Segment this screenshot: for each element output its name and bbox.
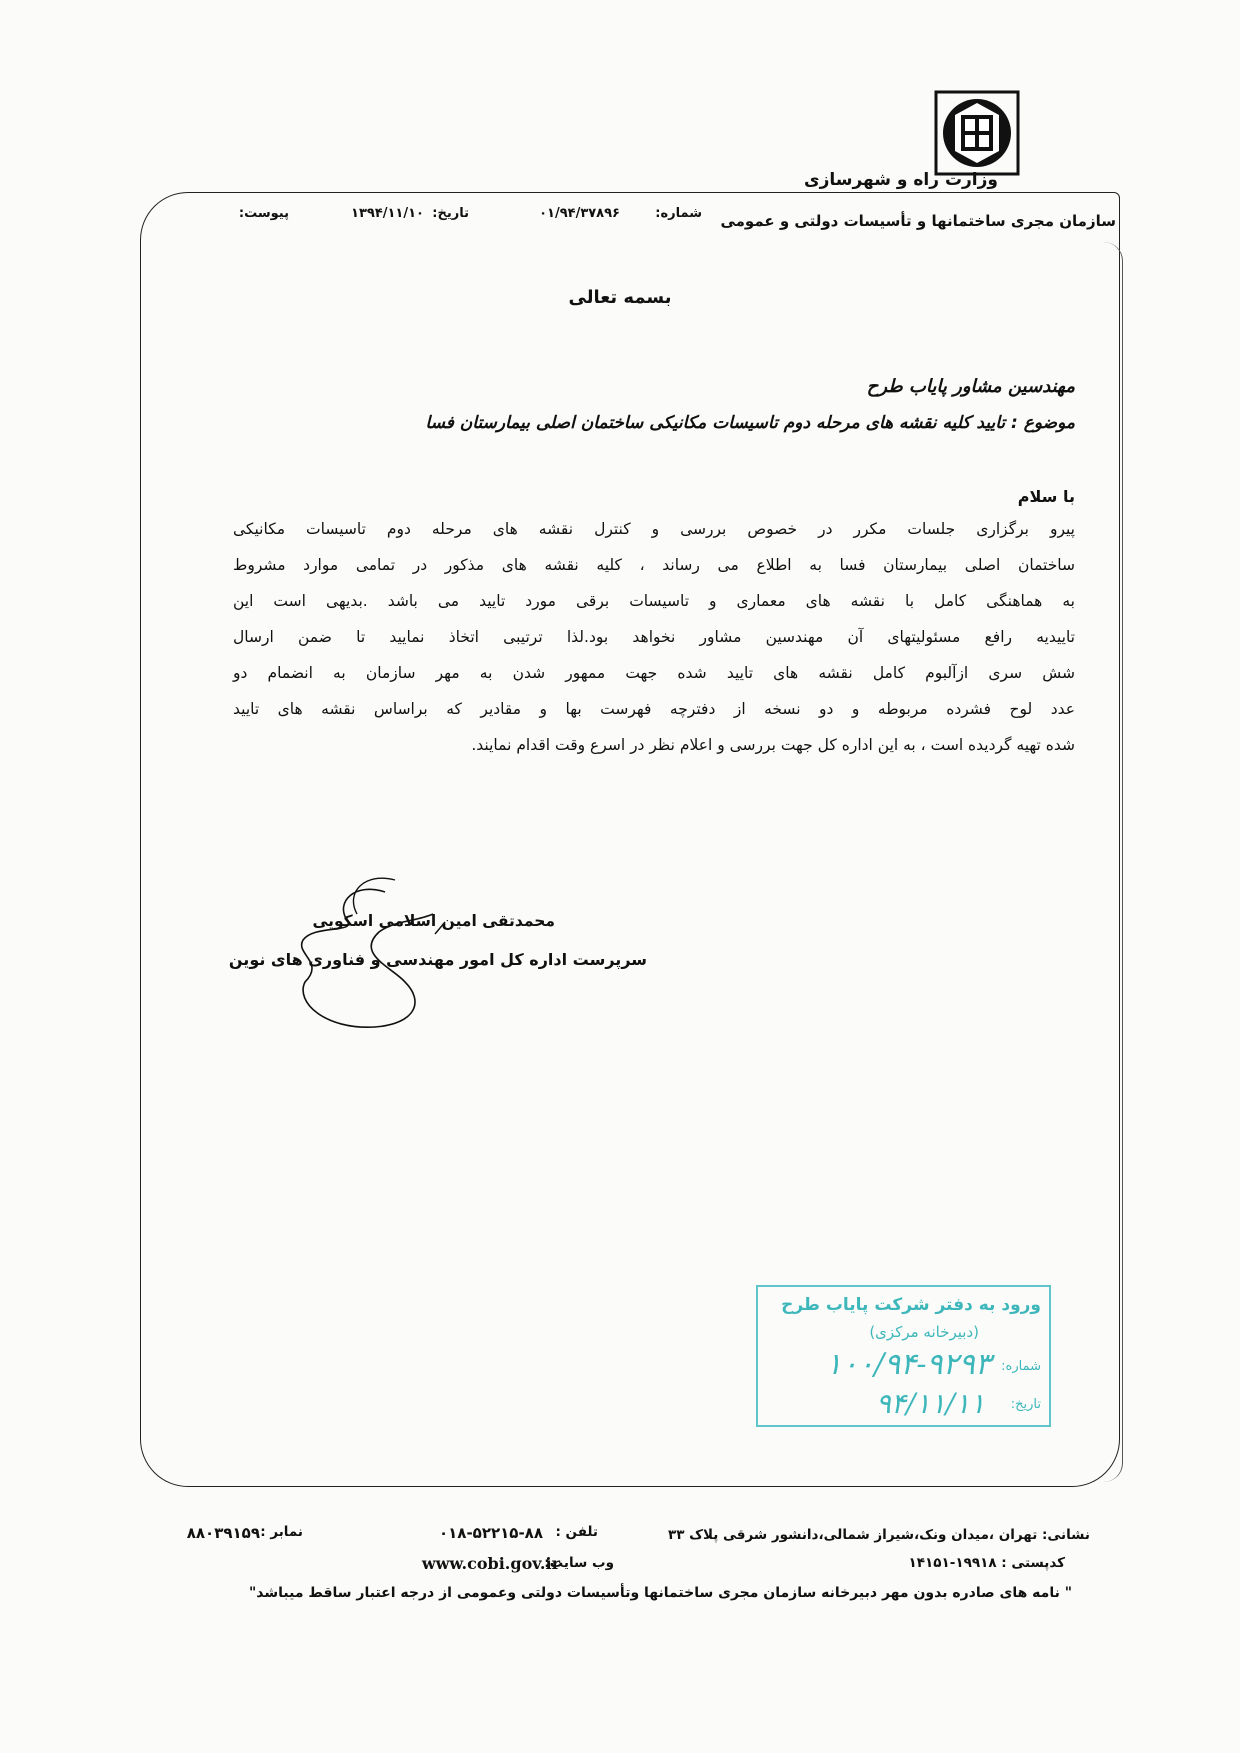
body-line: شده تهیه گردیده است ، به این اداره کل جهت بررسی و اعلام نظر در اسرع وقت اقدام نمایند.: [471, 736, 1075, 754]
stamp-number-label: شماره:: [1001, 1359, 1041, 1374]
greeting: با سلام: [1017, 487, 1075, 506]
stamp-date-value: ۹۴/۱۱/۱۱: [875, 1387, 985, 1420]
footer-postal-code: کدپستی : ۱۹۹۱۸-۱۴۱۵۱: [908, 1555, 1065, 1571]
subject-line: موضوع : تایید کلیه نقشه های مرحله دوم تاسیسات مکانیکی ساختمان اصلی بیمارستان فسا: [425, 413, 1075, 433]
footer-fax-label: نمابر :: [260, 1524, 303, 1540]
body-line: پیرو برگزاری جلسات مکرر در خصوص بررسی و کنترل نقشه های مرحله دوم تاسیسات مکانیکی: [233, 520, 1075, 538]
body-line: به هماهنگی کامل با نقشه های معماری و تاسیسات برقی مورد تایید می باشد .بدیهی است این: [233, 592, 1075, 610]
stamp-date-label: تاریخ:: [1010, 1397, 1041, 1412]
ministry-logo: [934, 90, 1020, 176]
frame-inner-edge: [1104, 242, 1123, 1482]
body-line: شش سری ازآلبوم کامل نقشه های تایید شده جهت ممهور شدن به مهر سازمان به انضمام دو: [233, 664, 1075, 682]
stamp-subtitle: (دبیرخانه مرکزی): [869, 1323, 979, 1341]
body-line: ساختمان اصلی بیمارستان فسا به اطلاع می رساند ، کلیه نقشه های مذکور در تمامی موارد مشروط: [233, 556, 1075, 574]
organization-name: سازمان مجری ساختمانها و تأسیسات دولتی و عمومی: [720, 212, 1116, 230]
recipient: مهندسین مشاور پایاب طرح: [866, 376, 1075, 397]
footer-fax-value: ۸۸۰۳۹۱۵۹: [186, 1524, 260, 1542]
signatory-title: سرپرست اداره کل امور مهندسی و فناوری های نوین: [228, 950, 647, 969]
letter-date-value: ۱۳۹۴/۱۱/۱۰: [351, 206, 424, 221]
footer-phone-value: ۰۱۸-۵۲۲۱۵-۸۸: [438, 1524, 543, 1542]
footer-validity-notice: " نامه های صادره بدون مهر دبیرخانه سازمان مجری ساختمانها وتأسیسات دولتی وعمومی از درجه اعتبار ساقط میباشد": [249, 1585, 1072, 1601]
body-line: تاییدیه رافع مسئولیتهای آن مهندسین مشاور نخواهد بود.لذا ترتیبی اتخاذ نمایید تا ضمن ارسال: [233, 628, 1075, 646]
stamp-title: ورود به دفتر شرکت پایاب طرح: [781, 1295, 1041, 1315]
letter-number-value: ۰۱/۹۴/۳۷۸۹۶: [539, 206, 620, 221]
footer-address: نشانی: تهران ،میدان ونک،شیراز شمالی،دانشور شرقی پلاک ۳۳: [667, 1527, 1090, 1543]
body-line: عدد لوح فشرده مربوطه و دو نسخه از دفترچه فهرست بها و مقادیر که براساس نقشه های تایید: [233, 700, 1075, 718]
stamp-number-value: ۱۰۰/۹۴-۹۲۹۳: [825, 1347, 991, 1382]
footer-website-link[interactable]: www.cobi.gov.ir: [421, 1554, 560, 1573]
footer-phone-label: تلفن :: [555, 1524, 598, 1540]
receipt-stamp: [756, 1285, 1051, 1427]
letter-date-label: تاریخ:: [432, 206, 469, 221]
invocation: بسمه تعالی: [568, 287, 672, 308]
footer-website-label: وب سایت:: [544, 1555, 614, 1571]
ministry-name: وزارت راه و شهرسازی: [803, 170, 998, 190]
attachment-label: پیوست:: [238, 206, 289, 221]
signatory-name: محمدتقی امین اسلامی اسکویی: [312, 912, 555, 930]
letter-number-label: شماره:: [655, 206, 702, 221]
